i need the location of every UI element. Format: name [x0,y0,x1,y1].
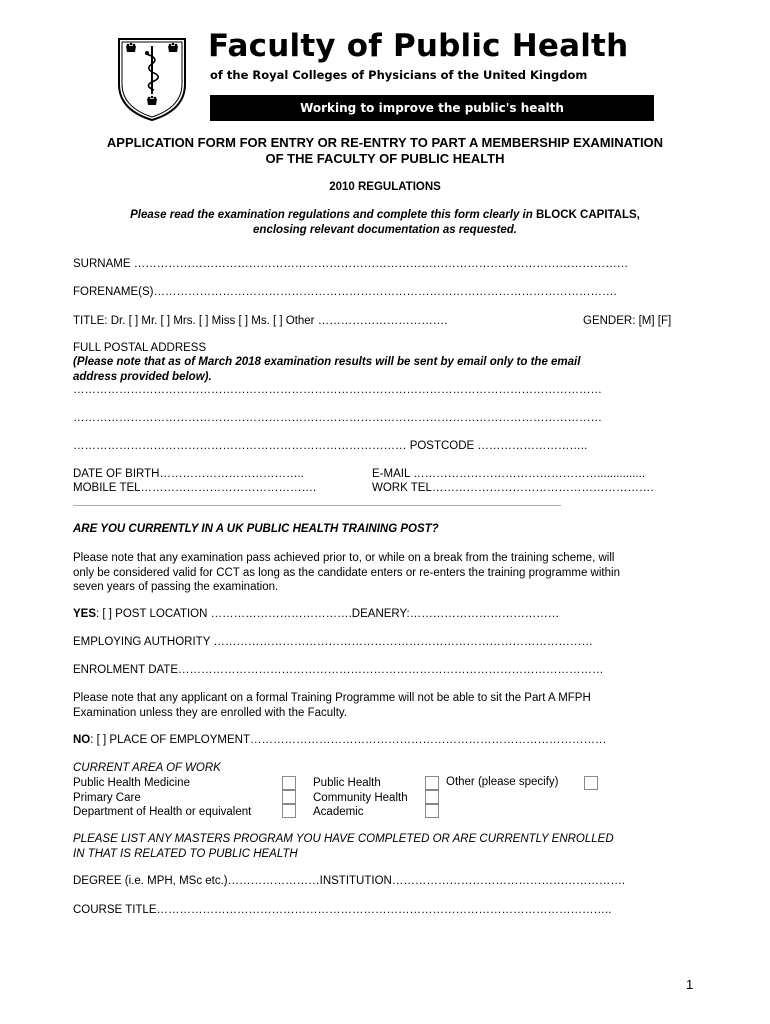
checkbox-academic[interactable] [425,804,439,818]
training-note [73,551,713,595]
gender-field[interactable]: GENDER: [M] [F] [583,315,672,327]
tagline-banner: Working to improve the public's health [210,95,654,121]
mobile-tel-field[interactable]: MOBILE TEL………………………………………. [73,482,317,494]
checkbox-public-health-medicine[interactable] [282,776,296,790]
employing-authority-field[interactable]: EMPLOYING AUTHORITY ……………………………………………………………………………………… [73,636,593,648]
checkbox-department-of-health[interactable] [282,804,296,818]
no-details: : [ ] PLACE OF EMPLOYMENT………………………………………………………………………………… [90,734,607,746]
enrolment-date-field[interactable]: ENROLMENT DATE………………………………………………………………………………………………… [73,664,604,676]
regulations-year: 2010 REGULATIONS [329,181,441,193]
area-option-other: Other (please specify) [446,776,559,788]
form-title-line-1: APPLICATION FORM FOR ENTRY OR RE-ENTRY TO PART A MEMBERSHIP EXAMINATION [106,135,664,150]
address-line-1[interactable]: ………………………………………………………………………………………………………………………… [73,384,602,396]
form-title [0,135,770,167]
area-option-academic: Academic [313,806,364,818]
course-title-field[interactable]: COURSE TITLE……………………………………………………………………………………………………….. [73,904,612,916]
enrolment-note-line-2: Examination unless they are enrolled with the Faculty. [73,706,348,719]
address-note-line-1: (Please note that as of March 2018 examination results will be sent by email only to the email [73,356,581,368]
degree-institution-field[interactable]: DEGREE (i.e. MPH, MSc etc.)……………………INSTITUTION……………………………………………………. [73,875,626,887]
no-label: NO [73,734,91,746]
page-number: 1 [686,977,694,992]
title-options-field[interactable]: TITLE: Dr. [ ] Mr. [ ] Mrs. [ ] Miss [ ] Ms. [ ] Other ……………………………. [73,315,448,327]
date-of-birth-field[interactable]: DATE OF BIRTH……………………………….. [73,468,304,480]
masters-heading [73,832,614,861]
address-line-2[interactable]: ………………………………………………………………………………………………………………………… [73,412,602,424]
email-field[interactable]: E-MAIL …………………………………………............... [372,468,646,480]
checkbox-primary-care[interactable] [282,790,296,804]
area-option-department-of-health: Department of Health or equivalent [73,806,252,818]
training-note-line-3: seven years of passing the examination. [73,581,279,593]
enrolment-note-line-1: Please note that any applicant on a formal Training Programme will not be able to sit the Part A MFPH [73,692,591,704]
forenames-field[interactable]: FORENAME(S)…………………………………………………………………………………………………………. [73,286,617,298]
area-option-public-health: Public Health [313,777,381,789]
area-option-public-health-medicine: Public Health Medicine [73,777,190,789]
work-tel-field[interactable]: WORK TEL…………………………………………………. [372,482,654,494]
yes-post-location-field[interactable] [73,608,559,620]
area-option-primary-care: Primary Care [73,791,141,804]
instruction-text-2: enclosing relevant documentation as requested. [253,224,517,236]
form-title-line-2: OF THE FACULTY OF PUBLIC HEALTH [265,151,505,166]
organization-name: Faculty of Public Health [208,28,629,64]
faculty-crest-logo [116,36,188,122]
instructions [0,208,770,238]
checkbox-public-health[interactable] [425,776,439,790]
training-note-line-1: Please note that any examination pass achieved prior to, or while on a break from the training scheme, will [73,552,615,564]
address-postcode-line[interactable]: …………………………………………………………………………… POSTCODE ……………………….. [73,440,588,452]
yes-label: YES [73,608,97,620]
no-place-of-employment-field[interactable] [73,734,607,746]
section-divider [73,505,561,506]
organization-subtitle: of the Royal Colleges of Physicians of the United Kingdom [210,68,588,82]
block-capitals-text: BLOCK CAPITALS, [535,209,640,221]
training-note-line-2: only be considered valid for CCT as long as the candidate enters or re-enters the training programme within [73,566,620,579]
address-label: FULL POSTAL ADDRESS [73,342,207,354]
enrolment-note [73,691,713,720]
address-note-line-2: address provided below). [73,371,212,383]
checkbox-other[interactable] [584,776,598,790]
masters-heading-line-2: IN THAT IS RELATED TO PUBLIC HEALTH [73,847,298,860]
area-column-1 [73,776,251,820]
yes-details: : [ ] POST LOCATION ……………………………….DEANERY:………………………………… [96,608,560,620]
masters-heading-line-1: PLEASE LIST ANY MASTERS PROGRAM YOU HAVE COMPLETED OR ARE CURRENTLY ENROLLED [73,833,614,845]
checkbox-community-health[interactable] [425,790,439,804]
current-area-heading: CURRENT AREA OF WORK [73,762,221,774]
area-option-community-health: Community Health [313,791,408,804]
area-column-2 [313,776,408,820]
surname-field[interactable]: SURNAME ………………………………………………………………………………………………………………… [73,258,629,270]
training-question: ARE YOU CURRENTLY IN A UK PUBLIC HEALTH TRAINING POST? [73,523,439,535]
instruction-text-1: Please read the examination regulations and complete this form clearly in [130,209,536,221]
